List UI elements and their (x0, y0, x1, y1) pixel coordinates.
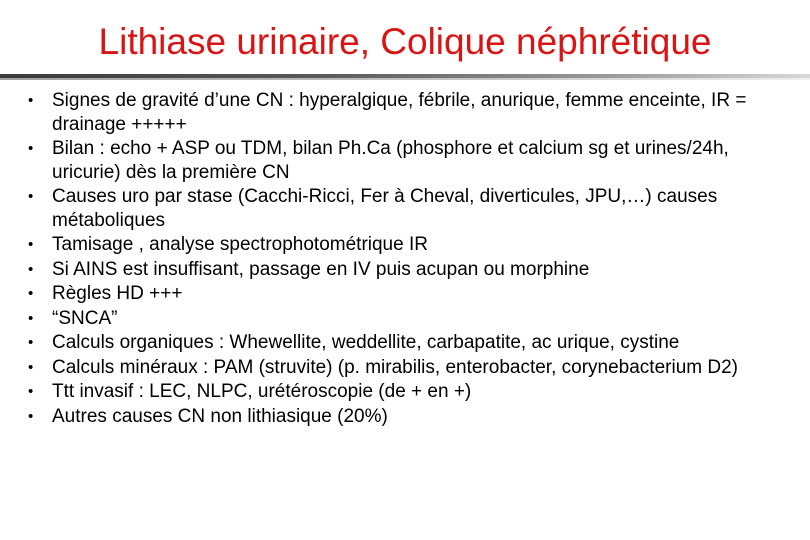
bullet-text: Autres causes CN non lithiasique (20%) (52, 405, 388, 427)
bullet-item (0, 307, 810, 331)
bullet-item (0, 380, 810, 404)
title-divider-light (0, 78, 810, 80)
bullet-text: “SNCA” (52, 307, 118, 329)
bullet-text: Bilan : echo + ASP ou TDM, bilan Ph.Ca (phosphore et calcium sg et urines/24h, uricurie) dès la première CN (52, 138, 729, 183)
bullet-item (0, 356, 810, 380)
bullet-text: Si AINS est insuffisant, passage en IV puis acupan ou morphine (52, 258, 590, 280)
bullet-text: Tamisage , analyse spectrophotométrique IR (52, 234, 428, 255)
bullet-item (0, 282, 810, 306)
bullet-dot: • (28, 334, 34, 351)
bullet-dot: • (28, 285, 34, 302)
bullet-text: Ttt invasif : LEC, NLPC, urétéroscopie (de + en +) (52, 381, 472, 402)
bullet-dot: • (28, 383, 34, 400)
bullet-item (0, 137, 810, 184)
bullet-dot: • (28, 92, 34, 109)
bullet-list (0, 89, 810, 429)
bullet-item (0, 331, 810, 355)
bullet-item (0, 258, 810, 282)
bullet-dot: • (28, 140, 34, 157)
bullet-text: Calculs minéraux : PAM (struvite) (p. mirabilis, enterobacter, corynebacterium D2) (52, 356, 738, 378)
bullet-item (0, 89, 810, 136)
bullet-text: Signes de gravité d’une CN : hyperalgique, fébrile, anurique, femme enceinte, IR = drainage +++++ (52, 90, 747, 135)
bullet-dot: • (28, 236, 34, 253)
bullet-item (0, 185, 810, 232)
bullet-dot: • (28, 188, 34, 205)
bullet-dot: • (28, 309, 34, 327)
bullet-item (0, 405, 810, 429)
bullet-dot: • (28, 407, 34, 425)
title-divider (0, 74, 810, 80)
bullet-dot: • (28, 260, 34, 278)
slide-title: Lithiase urinaire, Colique néphrétique (98, 21, 712, 62)
bullet-text: Causes uro par stase (Cacchi-Ricci, Fer à Cheval, diverticules, JPU,…) causes métaboliques (52, 186, 718, 231)
bullet-dot: • (28, 358, 34, 376)
bullet-text: Calculs organiques : Whewellite, weddellite, carbapatite, ac urique, cystine (52, 332, 680, 353)
bullet-text: Règles HD +++ (52, 283, 183, 304)
bullet-item (0, 233, 810, 257)
